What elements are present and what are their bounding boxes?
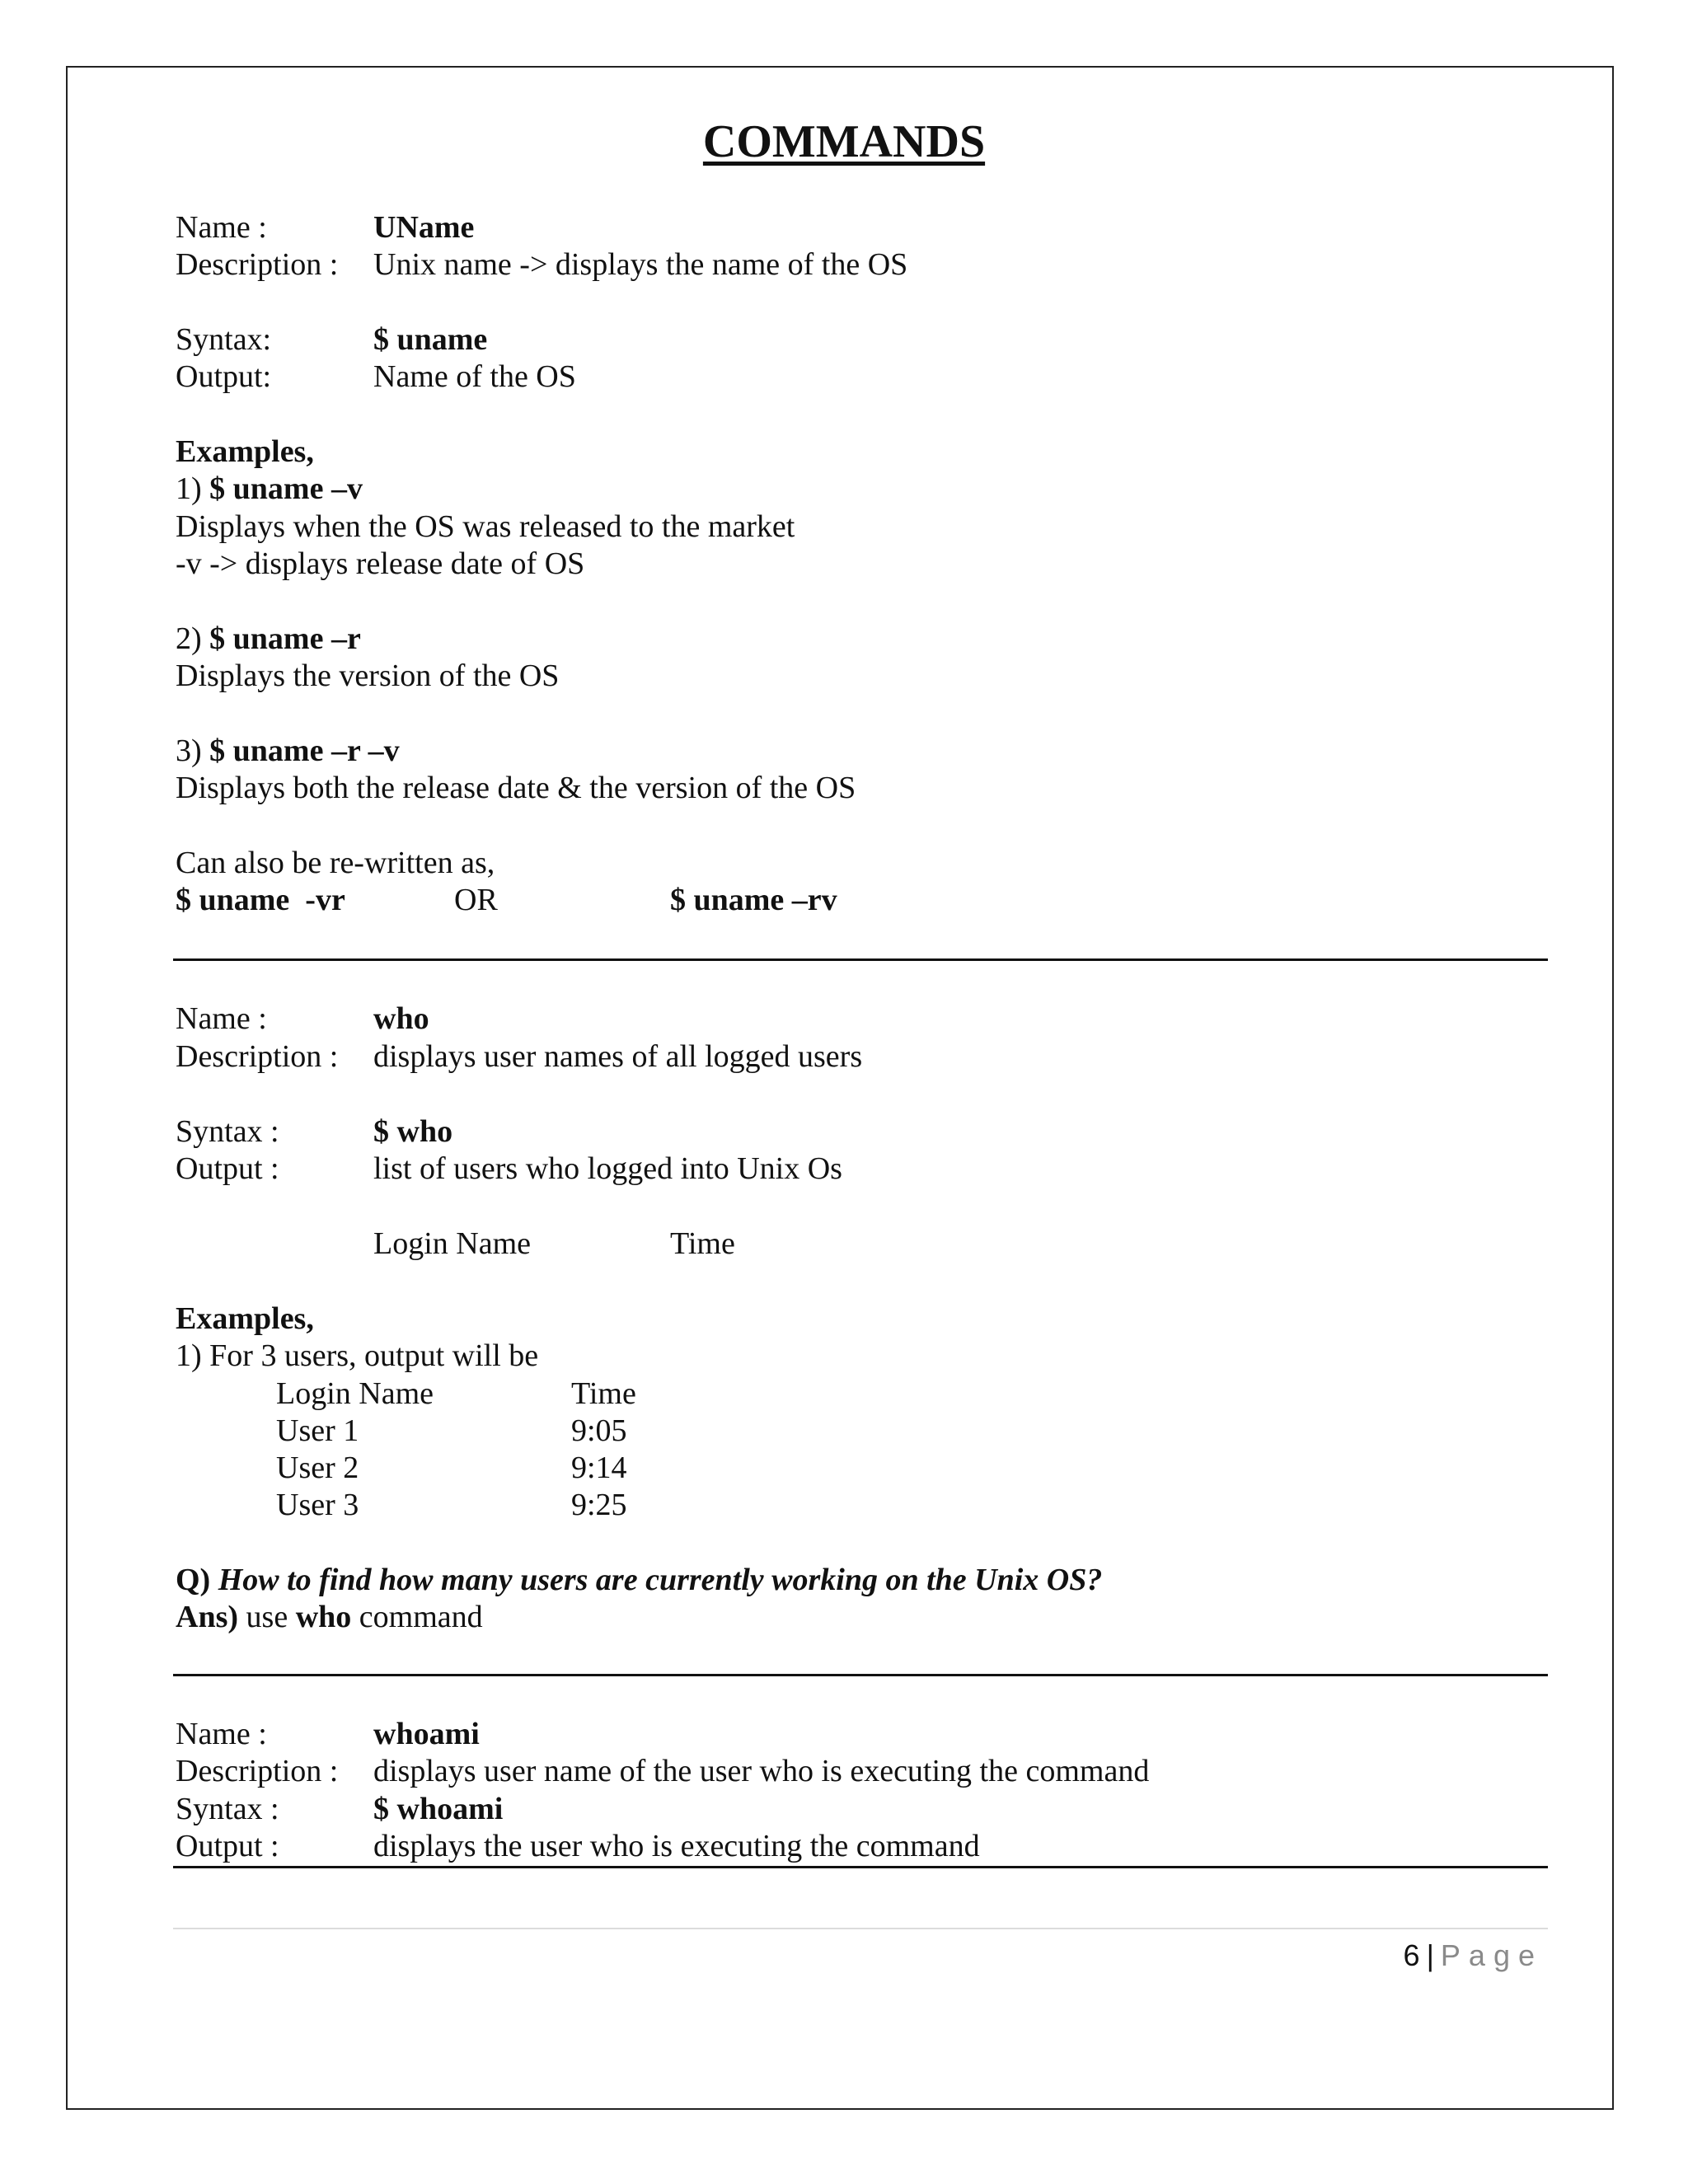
section-divider bbox=[173, 1866, 1548, 1868]
uname-rewrite-or: OR bbox=[454, 883, 498, 917]
uname-rewrite-a: $ uname -vr bbox=[176, 883, 345, 917]
uname-output-label: Output: bbox=[176, 359, 272, 394]
uname-desc-value: Unix name -> displays the name of the OS bbox=[373, 247, 908, 282]
uname-name-value: UName bbox=[373, 210, 475, 245]
who-examples-heading: Examples, bbox=[176, 1301, 314, 1336]
uname-desc-label: Description : bbox=[176, 247, 339, 282]
uname-example-1-desc-1: Displays when the OS was released to the market bbox=[176, 509, 795, 544]
page-word: Page bbox=[1440, 1938, 1543, 1972]
page-border bbox=[66, 66, 1614, 2110]
uname-example-1: 1) $ uname –v bbox=[176, 471, 363, 506]
section-divider bbox=[173, 1674, 1548, 1676]
section-divider bbox=[173, 958, 1548, 961]
who-table-cell-user: User 3 bbox=[276, 1488, 359, 1522]
who-output-label: Output : bbox=[176, 1151, 279, 1186]
who-table-cell-user: User 1 bbox=[276, 1413, 359, 1448]
page-footer: 6 | Page bbox=[1403, 1938, 1543, 1972]
uname-example-1-desc-2: -v -> displays release date of OS bbox=[176, 546, 585, 581]
uname-syntax-value: $ uname bbox=[373, 322, 488, 357]
whoami-output-value: displays the user who is executing the command bbox=[373, 1829, 980, 1863]
who-table-cell-user: User 2 bbox=[276, 1451, 359, 1485]
who-table-cell-time: 9:25 bbox=[571, 1488, 627, 1522]
who-name-label: Name : bbox=[176, 1001, 267, 1036]
footer-rule bbox=[173, 1928, 1548, 1929]
who-output-col-login: Login Name bbox=[373, 1226, 532, 1261]
whoami-name-value: whoami bbox=[373, 1717, 480, 1751]
who-syntax-label: Syntax : bbox=[176, 1114, 279, 1149]
whoami-syntax-label: Syntax : bbox=[176, 1792, 279, 1826]
whoami-desc-value: displays user name of the user who is executing the command bbox=[373, 1754, 1150, 1788]
uname-example-3-desc: Displays both the release date & the version of the OS bbox=[176, 771, 856, 805]
uname-syntax-label: Syntax: bbox=[176, 322, 272, 357]
page-number: 6 bbox=[1403, 1938, 1420, 1972]
who-table-cell-time: 9:14 bbox=[571, 1451, 627, 1485]
uname-example-2: 2) $ uname –r bbox=[176, 621, 361, 656]
whoami-output-label: Output : bbox=[176, 1829, 279, 1863]
uname-example-3: 3) $ uname –r –v bbox=[176, 733, 400, 768]
uname-example-2-desc: Displays the version of the OS bbox=[176, 658, 560, 693]
who-syntax-value: $ who bbox=[373, 1114, 453, 1149]
page-title: COMMANDS bbox=[702, 116, 986, 167]
uname-output-value: Name of the OS bbox=[373, 359, 576, 394]
who-output-value: list of users who logged into Unix Os bbox=[373, 1151, 842, 1186]
who-table-header-time: Time bbox=[571, 1376, 636, 1411]
uname-rewrite-text: Can also be re-written as, bbox=[176, 846, 495, 880]
uname-name-label: Name : bbox=[176, 210, 267, 245]
whoami-syntax-value: $ whoami bbox=[373, 1792, 504, 1826]
who-answer: Ans) use who command bbox=[176, 1600, 483, 1634]
whoami-name-label: Name : bbox=[176, 1717, 267, 1751]
who-desc-label: Description : bbox=[176, 1039, 339, 1074]
who-example-1: 1) For 3 users, output will be bbox=[176, 1338, 539, 1373]
who-output-col-time: Time bbox=[670, 1226, 735, 1261]
who-question: Q) How to find how many users are currently working on the Unix OS? bbox=[176, 1563, 1103, 1597]
whoami-desc-label: Description : bbox=[176, 1754, 339, 1788]
who-table-cell-time: 9:05 bbox=[571, 1413, 627, 1448]
who-desc-value: displays user names of all logged users bbox=[373, 1039, 863, 1074]
uname-examples-heading: Examples, bbox=[176, 434, 314, 469]
uname-rewrite-b: $ uname –rv bbox=[670, 883, 837, 917]
who-table-header-login: Login Name bbox=[276, 1376, 434, 1411]
who-name-value: who bbox=[373, 1001, 429, 1036]
